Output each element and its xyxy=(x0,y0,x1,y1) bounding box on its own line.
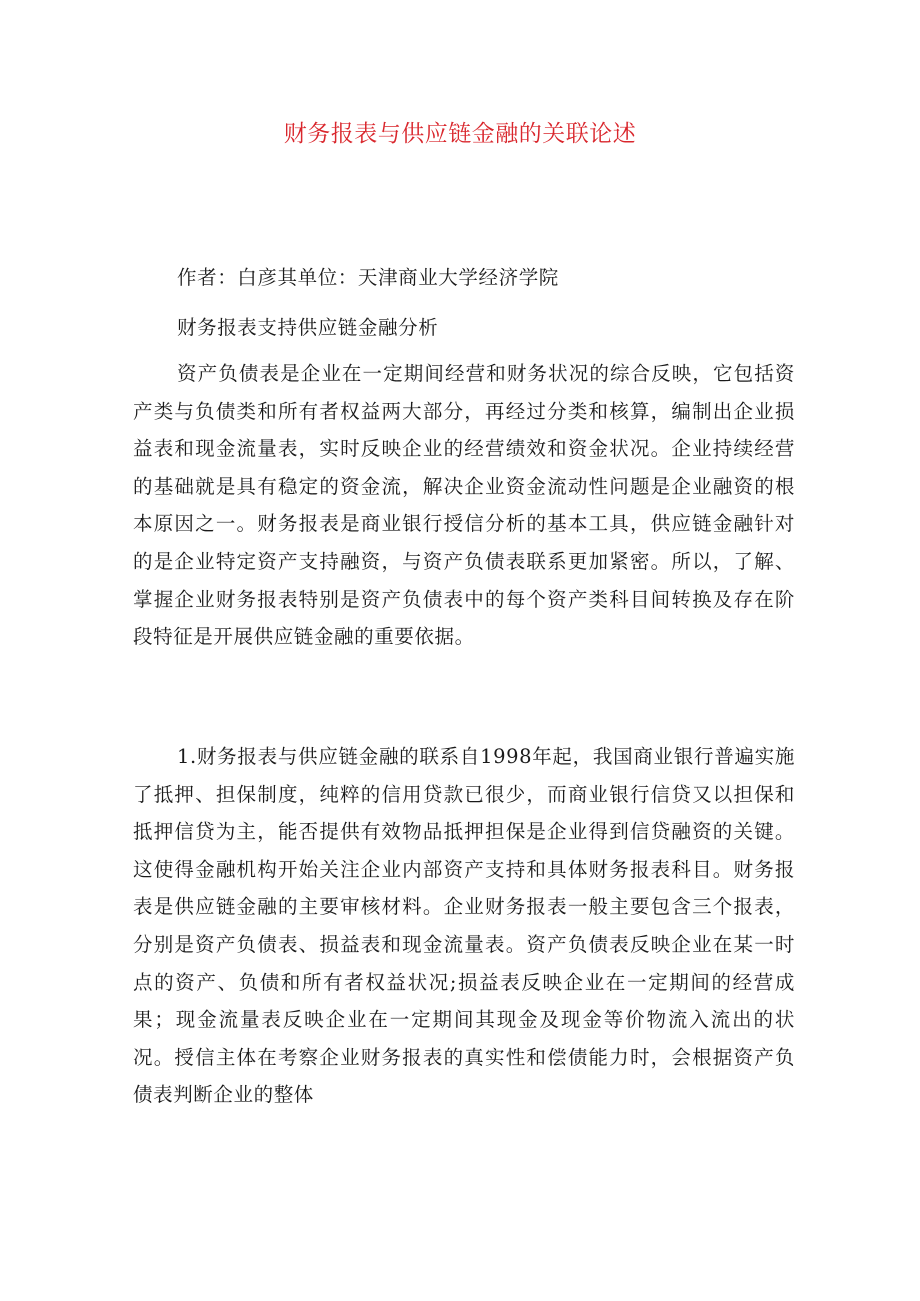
document-title: 财务报表与供应链金融的关联论述 xyxy=(283,121,637,147)
author-line: 作者：白彦其单位：天津商业大学经济学院 xyxy=(177,266,559,289)
section-heading: 财务报表支持供应链金融分析 xyxy=(177,316,439,339)
paragraph-2: 1.财务报表与供应链金融的联系自1998年起，我国商业银行普遍实施了抵押、担保制度，纯粹的信用贷款已很少，而商业银行信贷又以担保和抵押信贷为主，能否提供有效物品抵押担保是企业得到信贷融资的关键。这使得金融机构开始关注企业内部资产支持和具体财务报表科目。财务报表是供应链金融的主要审核材料。企业财务报表一般主要包含三个报表，分别是资产负债表、损益表和现金流量表。资产负债表反映企业在某一时点的资产、负债和所有者权益状况;损益表反映企业在一定期间的经营成果；现金流量表反映企业在一定期间其现金及现金等价物流入流出的状况。授信主体在考察企业财务报表的真实性和偿债能力时，会根据资产负债表判断企业的整体 xyxy=(133,745,795,1107)
paragraph-1: 资产负债表是企业在一定期间经营和财务状况的综合反映，它包括资产类与负债类和所有者权益两大部分，再经过分类和核算，编制出企业损益表和现金流量表，实时反映企业的经营绩效和资金状况。企业持续经营的基础就是具有稳定的资金流，解决企业资金流动性问题是企业融资的根本原因之一。财务报表是商业银行授信分析的基本工具，供应链金融针对的是企业特定资产支持融资，与资产负债表联系更加紧密。所以，了解、掌握企业财务报表特别是资产负债表中的每个资产类科目间转换及存在阶段特征是开展供应链金融的重要依据。 xyxy=(133,362,795,649)
